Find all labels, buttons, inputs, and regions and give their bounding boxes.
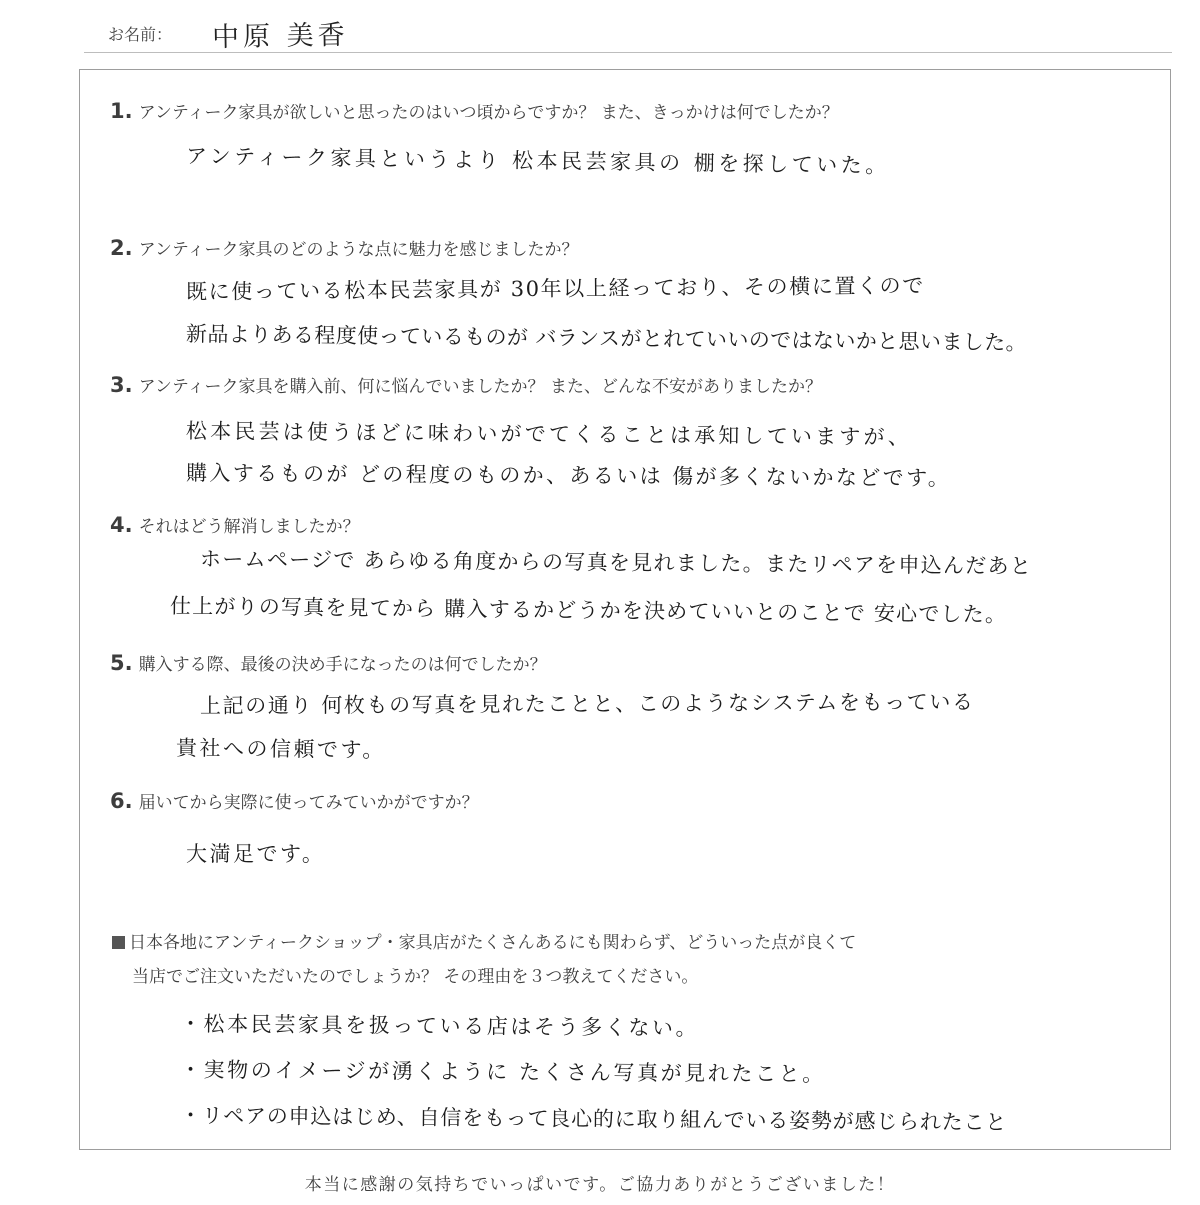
- answer-2-line-1: 既に使っている松本民芸家具が 30年以上経っており、その横に置くので: [185, 273, 925, 304]
- question-1-number: 1.: [110, 99, 133, 123]
- name-value: 中原 美香: [211, 19, 349, 54]
- answer-3-line-2: 購入するものが どの程度のものか、あるいは 傷が多くないかなどです。: [185, 461, 952, 491]
- name-underline: [84, 52, 1172, 53]
- question-6-number: 6.: [110, 789, 133, 813]
- question-2: [110, 235, 579, 260]
- reasons-question-text-1: 日本各地にアンティークショップ・家具店がたくさんあるにも関わらず、どういった点が良くて: [129, 933, 857, 953]
- thank-you-footer: 本当に感謝の気持ちでいっぱいです。ご協力ありがとうございました！: [304, 1175, 896, 1195]
- answer-1-line-1: アンティーク家具というより 松本民芸家具の 棚を探していた。: [185, 144, 890, 178]
- answer-4-line-2: 仕上がりの写真を見てから 購入するかどうかを決めていいとのことで 安心でした。: [169, 594, 1008, 627]
- question-1-text: アンティーク家具が欲しいと思ったのはいつ頃からですか？ また、きっかけは何でしたか？: [138, 103, 839, 123]
- question-3-number: 3.: [110, 373, 133, 397]
- question-5-number: 5.: [110, 651, 133, 675]
- answer-4-line-1: ホームページで あらゆる角度からの写真を見れました。またリペアを申込んだあと: [199, 547, 1033, 579]
- name-label: お名前：: [108, 25, 173, 44]
- question-4-text: それはどう解消しましたか？: [138, 517, 360, 537]
- question-5-text: 購入する際、最後の決め手になったのは何でしたか？: [138, 655, 547, 675]
- question-2-number: 2.: [110, 236, 133, 260]
- question-5: [110, 650, 547, 675]
- answer-5-line-1: 上記の通り 何枚もの写真を見れたことと、このようなシステムをもっている: [199, 689, 975, 718]
- reason-item-2: ・実物のイメージが湧くように たくさん写真が見れたこと。: [179, 1057, 826, 1087]
- reasons-question-line-2: 当店でご注文いただいたのでしょうか？ その理由を３つ教えてください。: [132, 967, 699, 987]
- question-6-text: 届いてから実際に使ってみていかがですか？: [138, 793, 479, 813]
- reason-item-1: ・松本民芸家具を扱っている店はそう多くない。: [179, 1011, 700, 1041]
- reasons-question-line-1: [112, 928, 856, 953]
- name-row: [0, 0, 1200, 60]
- question-4: [110, 512, 360, 537]
- question-2-text: アンティーク家具のどのような点に魅力を感じましたか？: [138, 240, 579, 260]
- question-4-number: 4.: [110, 513, 133, 537]
- square-bullet-icon: [112, 936, 125, 949]
- answer-3-line-1: 松本民芸は使うほどに味わいがでてくることは承知していますが、: [185, 419, 913, 450]
- question-6: [110, 788, 479, 813]
- question-3-text: アンティーク家具を購入前、何に悩んでいましたか？ また、どんな不安がありましたか？: [138, 377, 822, 397]
- question-1: [110, 98, 839, 123]
- question-3: [110, 372, 822, 397]
- answer-2-line-2: 新品よりある程度使っているものが バランスがとれていいのではないかと思いました。: [185, 322, 1028, 355]
- reason-item-3: ・リペアの申込はじめ、自信をもって良心的に取り組んでいる姿勢が感じられたこと: [179, 1103, 1008, 1135]
- answer-5-line-2: 貴社への信頼です。: [175, 736, 386, 763]
- answer-6-line-1: 大満足です。: [186, 842, 326, 866]
